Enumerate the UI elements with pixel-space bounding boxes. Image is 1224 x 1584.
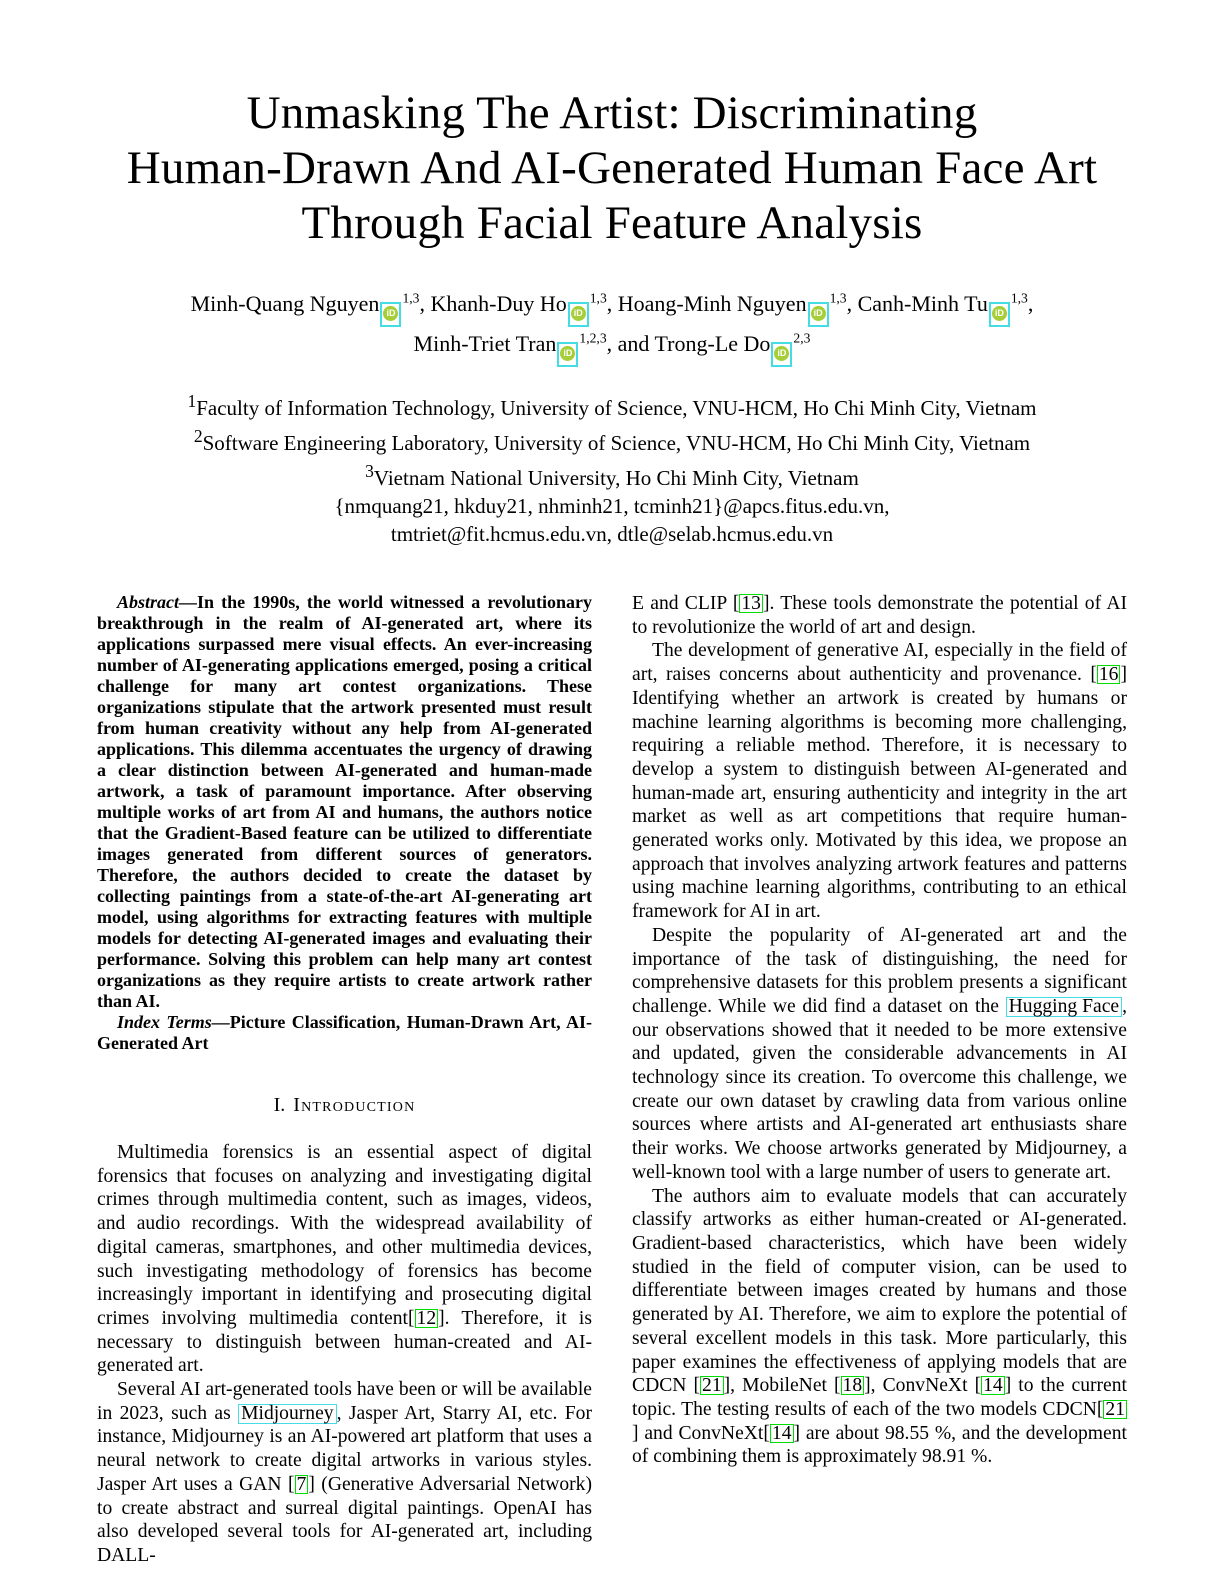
author-name: Minh-Triet Tran [413,331,557,356]
author-affil-superscript: 1,3 [589,290,607,306]
orcid-link[interactable] [808,302,829,327]
orcid-icon[interactable]: iD [992,306,1007,321]
orcid-link[interactable] [380,302,401,327]
abstract-paragraph: Abstract—In the 1990s, the world witnessed a revolutionary breakthrough in the realm of AI-generated art, where its applications surpassed mere visual effects. An ever-increasing number of AI-generating applications emerged, posing a critical challenge for many art contest organizations. These organizations stipulate that the artwork presented must result from human creativity without any help from AI-generated applications. This dilemma accentuates the urgency of drawing a clear distinction between AI-generated and human-made artwork, a task of paramount importance. After observing multiple works of art from AI and humans, the authors notice that the Gradient-Based feature can be utilized to differentiate images generated from different sources of generators. Therefore, the authors decided to create the dataset by collecting paintings from a state-of-the-art AI-generating art model, using algorithms for extracting features with multiple models for detecting AI-generated images and evaluating their performance. Solving this problem can help many art contest organizations as they require artists to create artwork rather than AI. [97,592,592,1011]
citation-link[interactable]: 18 [842,1375,863,1397]
author-row: Minh-Quang Nguyen iD$^{1,3}$, Khanh-Duy Ho iD$^{1,3}$, Hoang-Minh Nguyen iD$^{1,3}$, Canh-Minh Tu iD$^{1,3}$, [97,287,1127,327]
affiliation-superscript: 1 [187,391,197,411]
affiliation-superscript: 2 [193,426,203,446]
affiliation-line: $^2$Software Engineering Laboratory, University of Science, VNU-HCM, Ho Chi Minh City, Vietnam [193,426,1031,455]
orcid-link[interactable] [557,342,578,367]
paragraph-lead: Index Terms— [117,1012,230,1032]
author-affil-superscript: 1,3 [829,290,847,306]
paragraph: The development of generative AI, especially in the field of art, raises concerns about authenticity and provenance. [ 16 ] Identifying whether an artwork is created by humans or machine learning algorithms is becoming more challenging, requiring a reliable method. Therefore, it is necessary to develop a system to distinguish between AI-generated and human-made art, ensuring authenticity and integrity in the art market as well as art competitions that require human-generated works only. Motivated by this idea, we propose an approach that involves analyzing artwork features and patterns using machine learning algorithms, contributing to an ethical framework for AI in art. [632,640,1127,923]
section-number: I. [273,1094,286,1116]
orcid-icon[interactable]: iD [383,306,398,321]
paragraph: E and CLIP [ 13 ]. These tools demonstrate the potential of AI to revolutionize the world of art and design. [632,593,1127,638]
author-affil-superscript: 1,3 [402,290,420,306]
author-row: Minh-Triet Tran iD$^{1,2,3}$, and Trong-Le Do iD$^{2,3}$ [97,327,1127,367]
affiliation-superscript: 3 [365,461,374,481]
email-lines [97,492,1127,548]
orcid-icon[interactable]: iD [774,346,789,361]
author-name: Trong-Le Do [654,331,771,356]
section-title: Introduction [293,1094,416,1116]
citation-link[interactable]: 16 [1098,664,1119,686]
citation-link[interactable]: 12 [416,1307,437,1329]
orcid-link[interactable] [989,302,1010,327]
paragraph-lead: Abstract— [117,592,198,612]
author-name: Khanh-Duy Ho [430,291,567,316]
author-list [97,287,1127,367]
author-name: Minh-Quang Nguyen [190,291,380,316]
email-line: {nmquang21, hkduy21, nhminh21, tcminh21}@apcs.fitus.edu.vn, [334,494,890,518]
orcid-icon[interactable]: iD [811,306,826,321]
section-heading-introduction [97,1094,592,1117]
author-affil-superscript: 1,3 [1010,290,1028,306]
right-column [632,592,1127,1568]
two-column-body [97,592,1127,1568]
paper-title [97,86,1127,251]
citation-link[interactable]: 14 [771,1422,792,1444]
citation-link[interactable]: 21 [1105,1398,1125,1420]
affiliations [97,387,1127,492]
paper-title-line: Human-Drawn And AI-Generated Human Face Art [126,142,1098,194]
orcid-link[interactable] [771,342,792,367]
external-link[interactable]: Hugging Face [1006,997,1122,1017]
paragraph: Despite the popularity of AI-generated art and the importance of the task of distinguishing, the need for comprehensive datasets for this problem presents a significant challenge. While we did find a dataset on the Hugging Face , our observations showed that it needed to be more extensive and updated, given the considerable advancements in AI technology since its creation. To overcome this challenge, we create our own dataset by crawling data from various online sources where artists and AI-generated art enthusiasts share their works. We choose artworks generated by Midjourney, a well-known tool with a large number of users to generate art. [632,924,1127,1183]
affiliation-line: $^1$Faculty of Information Technology, University of Science, VNU-HCM, Ho Chi Minh City, Vietnam [187,391,1037,420]
orcid-icon[interactable]: iD [560,346,575,361]
citation-link[interactable]: 21 [702,1375,722,1397]
paragraph: Multimedia forensics is an essential aspect of digital forensics that focuses on analyzing and investigating digital crimes through multimedia content, such as images, videos, and audio recordings. With the widespread availability of digital cameras, smartphones, and other multimedia devices, such investigating methodology of forensics has become increasingly important in identifying and prosecuting digital crimes involving multimedia content[ 12 ]. Therefore, it is necessary to distinguish between human-created and AI-generated art. [97,1142,592,1377]
paper-title-line: Through Facial Feature Analysis [301,197,923,249]
author-name: Hoang-Minh Nguyen [617,291,807,316]
affiliation-line: $^3$Vietnam National University, Ho Chi Minh City, Vietnam [365,461,859,490]
index-terms-paragraph: Index Terms—Picture Classification, Human-Drawn Art, AI-Generated Art [97,1012,592,1053]
left-column [97,592,592,1568]
orcid-link[interactable] [568,302,589,327]
paragraph: Several AI art-generated tools have been or will be available in 2023, such as Midjourney , Jasper Art, Starry AI, etc. For instance, Midjourney is an AI-powered art platform that uses a neural network to create digital artworks in various styles. Jasper Art uses a GAN [ 7 ] (Generative Adversarial Network) to create abstract and surreal digital paintings. OpenAI has also developed several tools for AI-generated art, including DALL- [97,1379,593,1566]
author-affil-superscript: 1,2,3 [579,330,607,346]
citation-link[interactable]: 13 [741,593,761,614]
author-affil-superscript: 2,3 [793,330,811,346]
paragraph: The authors aim to evaluate models that can accurately classify artworks as either human-created or AI-generated. Gradient-based characteristics, which have been widely studied in the field of computer vision, can be used to differentiate between images created by humans and those generated by AI. Therefore, we aim to explore the potential of several excellent models in this task. More particularly, this paper examines the effectiveness of applying models that are CDCN [ 21 ], MobileNet [ 18 ], ConvNeXt [ 14 ] to the current topic. The testing results of each of the two models CDCN[ 21] and ConvNeXt[ 14 ] are about 98.55 %, and the development of combining them is approximately 98.91 %. [632,1185,1127,1468]
email-line: tmtriet@fit.hcmus.edu.vn, dtle@selab.hcmus.edu.vn [390,522,834,546]
paper-title-line: Unmasking The Artist: Discriminating [246,87,978,139]
citation-link[interactable]: 14 [983,1375,1003,1397]
citation-link[interactable]: 7 [296,1473,307,1495]
orcid-icon[interactable]: iD [571,306,586,321]
external-link[interactable]: Midjourney [238,1404,337,1424]
author-name: Canh-Minh Tu [857,291,988,316]
